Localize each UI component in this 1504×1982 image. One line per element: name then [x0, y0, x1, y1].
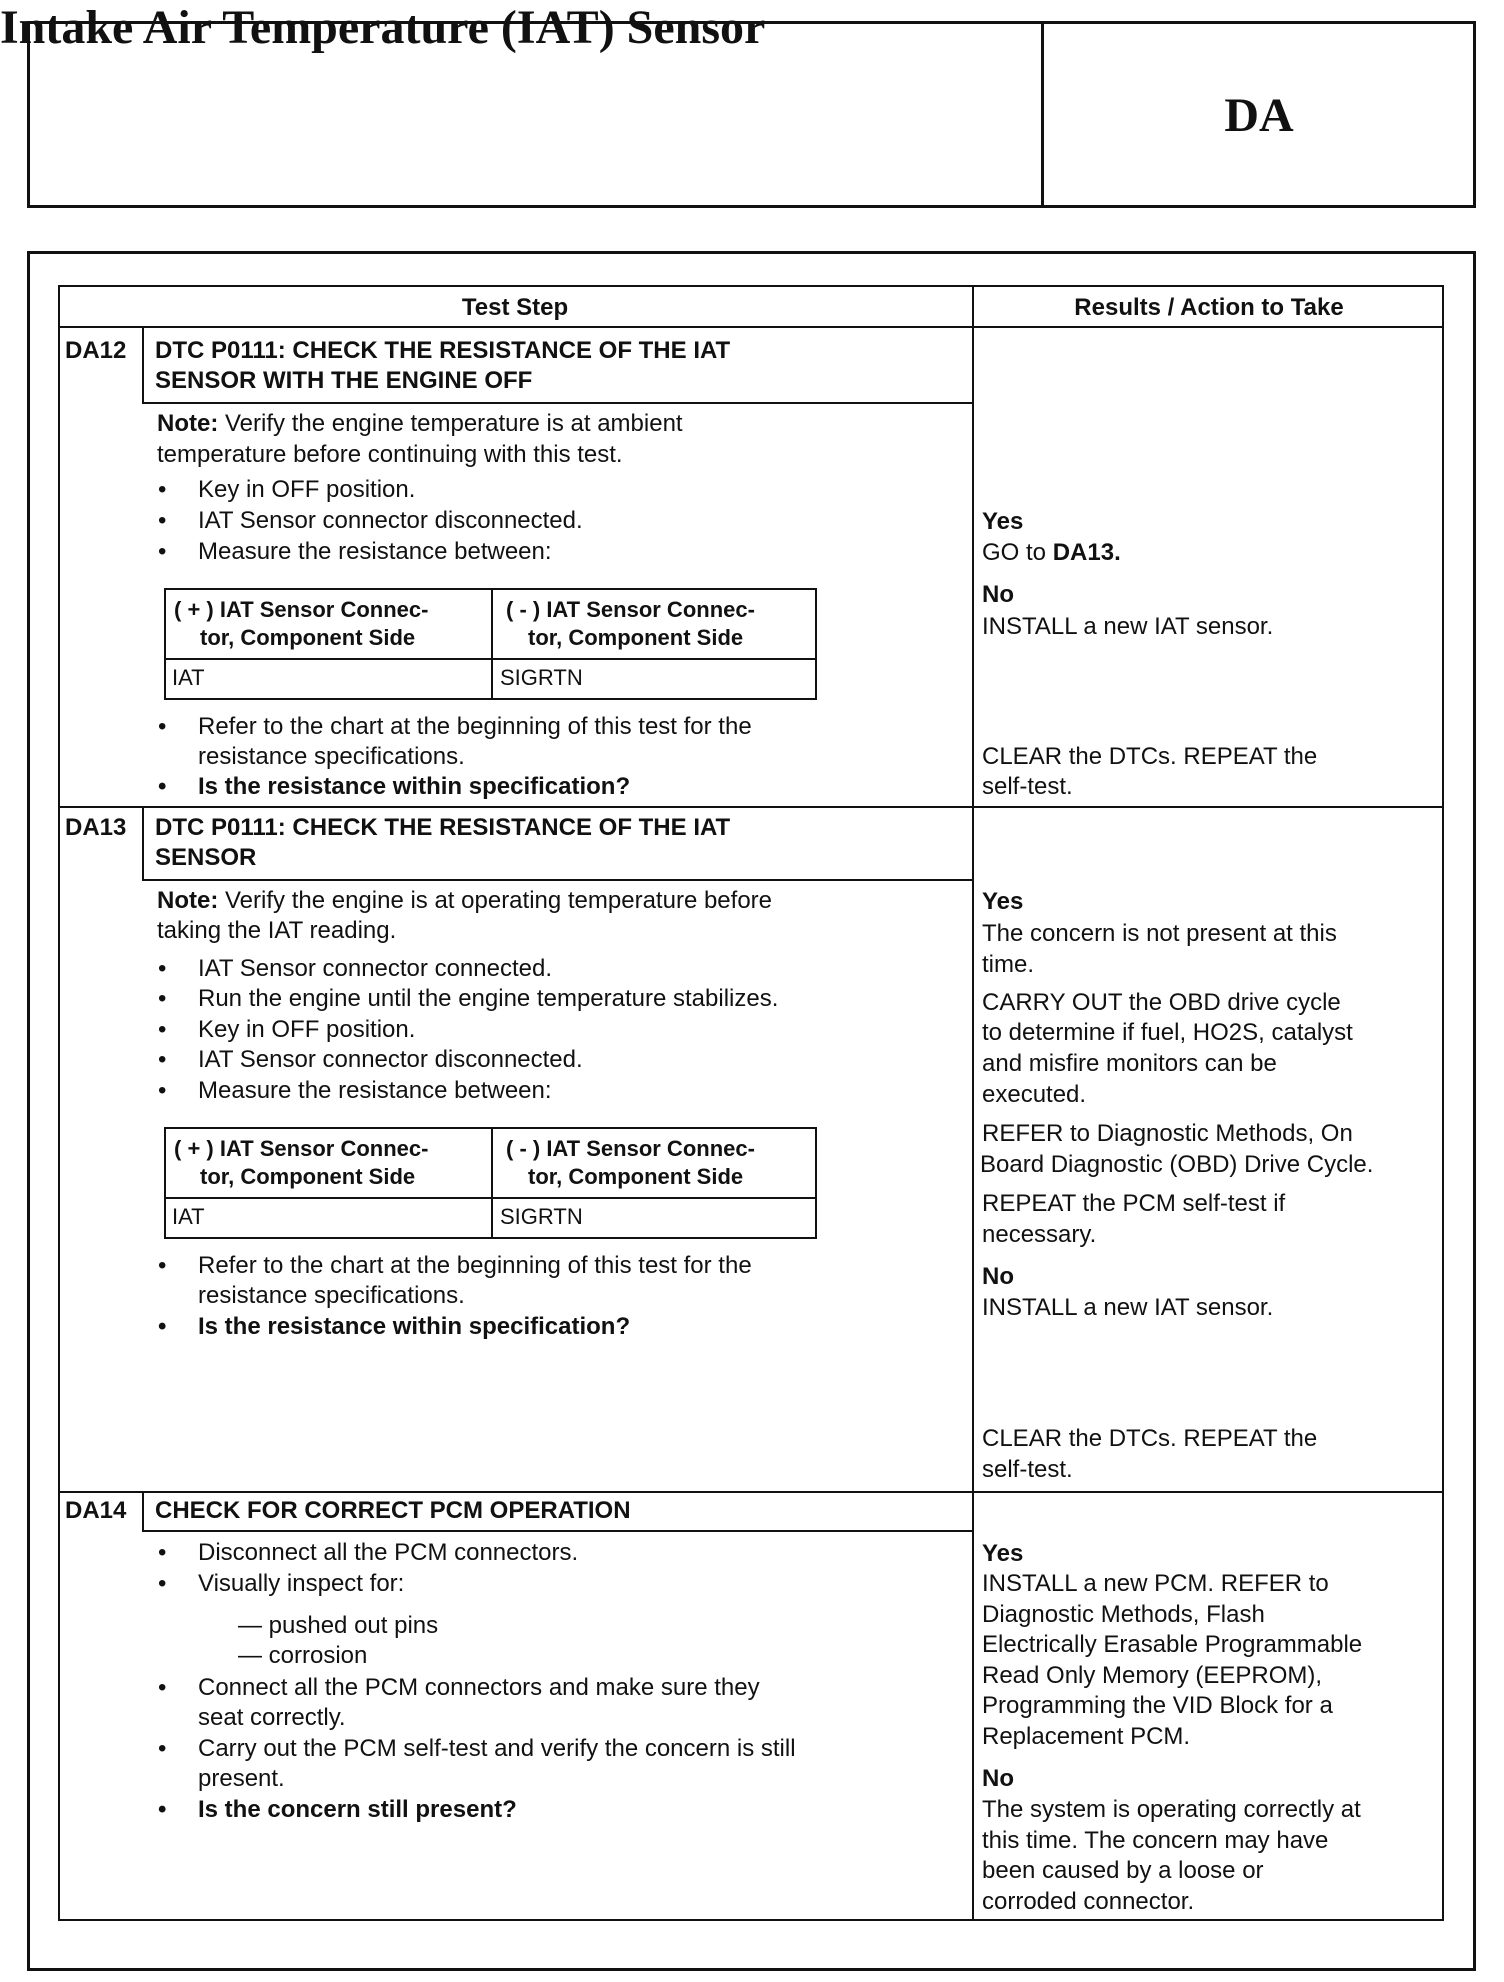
- row-separator: [58, 806, 1444, 808]
- connector-table: [164, 1127, 817, 1239]
- bullet-icon: •: [158, 476, 167, 503]
- step-title: DTC P0111: CHECK THE RESISTANCE OF THE IAT: [155, 814, 731, 841]
- bullet-item: • Key in OFF position.: [198, 1015, 415, 1046]
- no-label: No: [982, 581, 1014, 608]
- bullet-icon: •: [158, 713, 167, 740]
- bullet-item: • IAT Sensor connector connected.: [198, 954, 552, 985]
- carry-action: executed.: [982, 1081, 1087, 1108]
- step-id: DA12: [65, 337, 127, 364]
- no-action: corroded connector.: [982, 1888, 1195, 1915]
- bullet-item: • IAT Sensor connector disconnected.: [198, 1045, 583, 1076]
- bullet-item: • Measure the resistance between:: [198, 1076, 552, 1107]
- yes-action: time.: [982, 951, 1035, 978]
- bullet-icon: •: [158, 985, 167, 1012]
- yes-action: Replacement PCM.: [982, 1723, 1191, 1750]
- bullet-item: • Refer to the chart at the beginning of this test for the: [198, 1251, 752, 1282]
- note-text: Verify the engine temperature is at ambient: [225, 410, 683, 437]
- carry-action: CARRY OUT the OBD drive cycle: [982, 989, 1341, 1016]
- yes-action: Diagnostic Methods, Flash: [982, 1601, 1265, 1628]
- dash-item: — pushed out pins: [238, 1612, 439, 1639]
- repeat-action: necessary.: [982, 1221, 1097, 1248]
- connector-header: tor, Component Side: [200, 625, 416, 650]
- bullet-icon: •: [158, 1735, 167, 1762]
- question: • Is the resistance within specification?: [198, 1312, 630, 1343]
- bullet-item: • Carry out the PCM self-test and verify the concern is still: [198, 1734, 796, 1765]
- bullet-icon: •: [158, 1046, 167, 1073]
- bullet-icon: •: [158, 1570, 167, 1597]
- clear-action: self-test.: [982, 773, 1073, 800]
- step-id: DA13: [65, 814, 127, 841]
- page-title: Intake Air Temperature (IAT) Sensor: [0, 1, 766, 54]
- bullet-icon: •: [158, 1674, 167, 1701]
- note-label: Note:: [157, 410, 219, 437]
- bullet-icon: •: [158, 955, 167, 982]
- bullet-icon: •: [158, 1077, 167, 1104]
- clear-action: CLEAR the DTCs. REPEAT the: [982, 1425, 1318, 1452]
- bullet-icon: •: [158, 507, 167, 534]
- header-row-line: [58, 326, 1444, 328]
- bullet-item: • Disconnect all the PCM connectors.: [198, 1538, 578, 1569]
- no-action: been caused by a loose or: [982, 1857, 1264, 1884]
- no-label: No: [982, 1765, 1014, 1792]
- connector-pin: IAT: [172, 1204, 205, 1229]
- bullet-continuation: seat correctly.: [198, 1704, 346, 1731]
- question: • Is the concern still present?: [198, 1795, 517, 1826]
- bullet-continuation: resistance specifications.: [198, 743, 465, 770]
- connector-header: tor, Component Side: [528, 625, 744, 650]
- bullet-icon: •: [158, 1016, 167, 1043]
- clear-action: self-test.: [982, 1456, 1073, 1483]
- column-header-test-step: Test Step: [461, 294, 569, 321]
- step-title: DTC P0111: CHECK THE RESISTANCE OF THE IAT: [155, 337, 731, 364]
- step-title: CHECK FOR CORRECT PCM OPERATION: [155, 1497, 631, 1524]
- step-title-line: [142, 879, 972, 881]
- refer-action: REFER to Diagnostic Methods, On: [982, 1120, 1353, 1147]
- note-text: temperature before continuing with this test.: [157, 441, 623, 468]
- column-divider: [972, 285, 974, 1921]
- connector-header: ( + ) IAT Sensor Connec-: [174, 597, 429, 622]
- bullet-icon: •: [158, 1252, 167, 1279]
- connector-header: ( - ) IAT Sensor Connec-: [506, 1136, 755, 1161]
- carry-action: to determine if fuel, HO2S, catalyst: [982, 1019, 1353, 1046]
- bullet-icon: •: [158, 1313, 167, 1340]
- bullet-item: • Visually inspect for:: [198, 1569, 404, 1600]
- carry-action: and misfire monitors can be: [982, 1050, 1277, 1077]
- connector-header: tor, Component Side: [200, 1164, 416, 1189]
- step-id-divider: [142, 806, 144, 880]
- bullet-icon: •: [158, 773, 167, 800]
- bullet-continuation: present.: [198, 1765, 285, 1792]
- bullet-item: • Measure the resistance between:: [198, 537, 552, 568]
- column-header-results: Results / Action to Take: [1074, 294, 1344, 321]
- step-id-divider: [142, 326, 144, 403]
- row-separator: [58, 1491, 1444, 1493]
- connector-pin: SIGRTN: [500, 1204, 583, 1229]
- bullet-item: • IAT Sensor connector disconnected.: [198, 506, 583, 537]
- section-code: DA: [1224, 89, 1294, 142]
- goto-link[interactable]: DA13.: [1052, 539, 1121, 566]
- note-label: Note:: [157, 887, 219, 914]
- note: [157, 886, 772, 917]
- connector-header: ( + ) IAT Sensor Connec-: [174, 1136, 429, 1161]
- bullet-item: • Key in OFF position.: [198, 475, 415, 506]
- connector-pin: SIGRTN: [500, 665, 583, 690]
- yes-action: GO to DA13.: [982, 539, 1121, 566]
- step-title-line: [142, 1530, 972, 1532]
- no-label: No: [982, 1263, 1014, 1290]
- step-id: DA14: [65, 1497, 127, 1524]
- note: [157, 409, 683, 440]
- yes-label: Yes: [982, 888, 1024, 915]
- connector-table: [164, 588, 817, 700]
- connector-header: ( - ) IAT Sensor Connec-: [506, 597, 755, 622]
- step-title-line: [142, 402, 972, 404]
- step-id-divider: [142, 1491, 144, 1531]
- step-title: SENSOR WITH THE ENGINE OFF: [155, 367, 533, 394]
- no-action: INSTALL a new IAT sensor.: [982, 613, 1274, 640]
- yes-action: INSTALL a new PCM. REFER to: [982, 1570, 1329, 1597]
- yes-action: Read Only Memory (EEPROM),: [982, 1662, 1323, 1689]
- repeat-action: REPEAT the PCM self-test if: [982, 1190, 1286, 1217]
- note-text: Verify the engine is at operating temperature before: [225, 887, 773, 914]
- bullet-icon: •: [158, 538, 167, 565]
- bullet-icon: •: [158, 1539, 167, 1566]
- note-text: taking the IAT reading.: [157, 917, 397, 944]
- clear-action: CLEAR the DTCs. REPEAT the: [982, 743, 1318, 770]
- bullet-item: • Connect all the PCM connectors and make sure they: [198, 1673, 760, 1704]
- yes-label: Yes: [982, 1540, 1024, 1567]
- yes-action: The concern is not present at this: [982, 920, 1337, 947]
- yes-label: Yes: [982, 508, 1024, 535]
- bullet-continuation: resistance specifications.: [198, 1282, 465, 1309]
- yes-action: Programming the VID Block for a: [982, 1692, 1333, 1719]
- bullet-icon: •: [158, 1796, 167, 1823]
- bullet-item: • Run the engine until the engine temperature stabilizes.: [198, 984, 778, 1015]
- dash-item: — corrosion: [238, 1642, 368, 1669]
- question: • Is the resistance within specification?: [198, 772, 630, 803]
- no-action: The system is operating correctly at: [982, 1796, 1361, 1823]
- no-action: this time. The concern may have: [982, 1827, 1329, 1854]
- refer-action: Board Diagnostic (OBD) Drive Cycle.: [980, 1151, 1374, 1178]
- step-title: SENSOR: [155, 844, 257, 871]
- no-action: INSTALL a new IAT sensor.: [982, 1294, 1274, 1321]
- connector-pin: IAT: [172, 665, 205, 690]
- yes-action: Electrically Erasable Programmable: [982, 1631, 1363, 1658]
- connector-header: tor, Component Side: [528, 1164, 744, 1189]
- bullet-item: • Refer to the chart at the beginning of this test for the: [198, 712, 752, 743]
